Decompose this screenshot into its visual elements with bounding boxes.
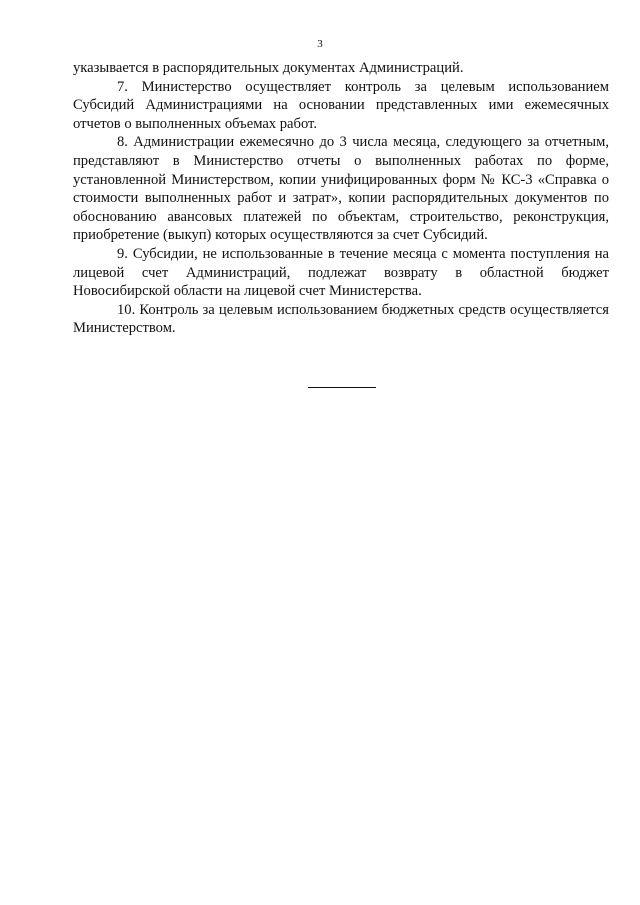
document-body	[73, 59, 609, 338]
paragraph-item-9: 9. Субсидии, не использованные в течение месяца с момента поступления на лицевой счет Администраций, подлежат возврату в областной бюджет Новосибирской области на лицевой счет Министерства.	[73, 245, 609, 300]
paragraph-item-7: 7. Министерство осуществляет контроль за целевым использованием Субсидий Администрациями на основании представленных ими ежемесячных отчетов о выполненных объемах работ.	[73, 78, 609, 132]
paragraph-item-10: 10. Контроль за целевым использованием бюджетных средств осуществляется Министерством.	[73, 301, 609, 337]
paragraph-item-8: 8. Администрации ежемесячно до 3 числа месяца, следующего за отчетным, представляют в Министерство отчеты о выполненных работах по форме, установленной Министерством, копии унифицированных форм № КС-3 «Справка о стоимости выполненных работ и затрат», копии распорядительных документов по обоснованию авансовых платежей по объектам, строительство, реконструкция, приобретение (выкуп) которых осуществляются за счет Субсидий.	[73, 134, 609, 244]
paragraph-continuation: указывается в распорядительных документах Администраций.	[73, 60, 464, 76]
page-number: 3	[317, 38, 323, 50]
end-of-document-line	[308, 387, 376, 388]
